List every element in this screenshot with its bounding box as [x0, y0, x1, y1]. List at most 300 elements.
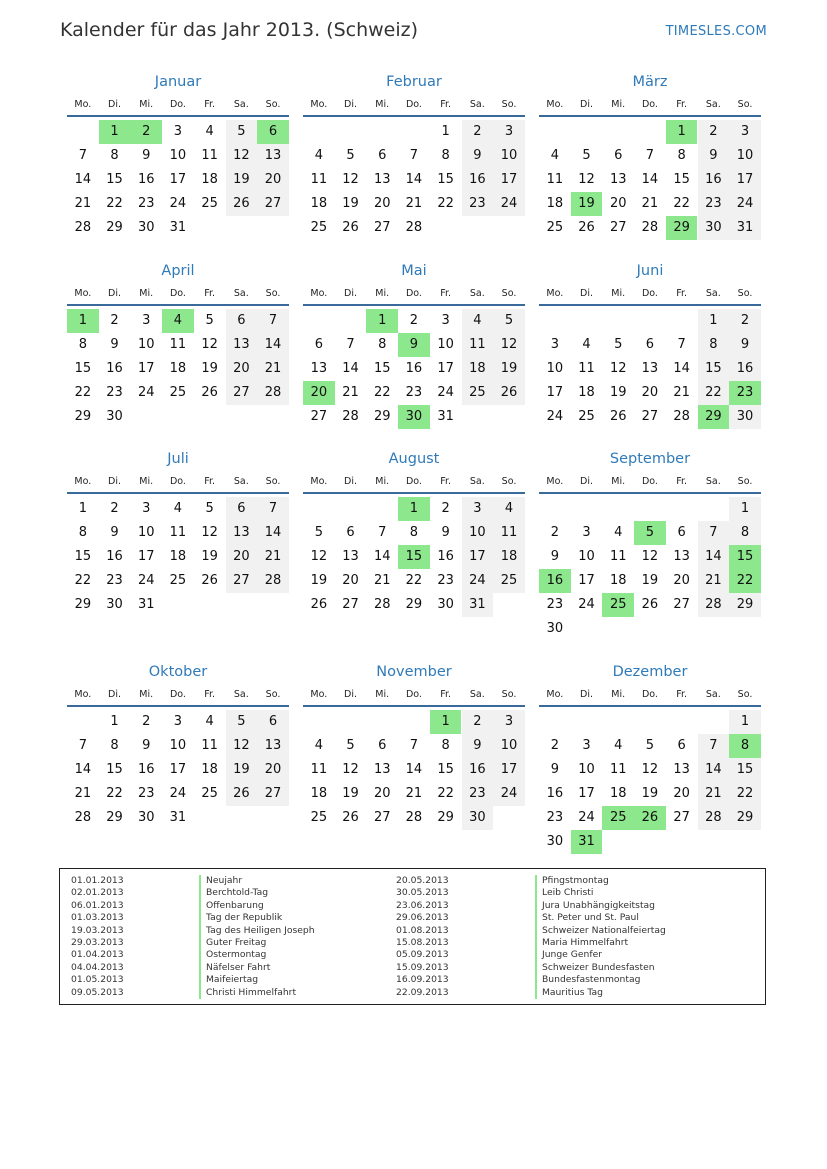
- weekday-label: Fr.: [440, 476, 452, 487]
- holiday-day-cell: 1: [67, 309, 99, 333]
- day-cell: 14: [74, 172, 92, 187]
- day-cell: 11: [310, 762, 328, 777]
- day-cell: 4: [462, 309, 494, 333]
- day-cell: 22: [698, 381, 730, 405]
- day-cell: 12: [310, 549, 328, 564]
- holiday-date: 01.03.2013: [71, 912, 124, 924]
- day-cell: 9: [110, 525, 119, 540]
- holiday-name: Neujahr: [199, 875, 315, 887]
- day-cell: 18: [493, 545, 525, 569]
- day-cell: 25: [546, 220, 564, 235]
- weekday-label: Di.: [344, 476, 358, 487]
- day-cell: 23: [462, 192, 494, 216]
- day-cell: 20: [673, 573, 690, 588]
- day-cell: 29: [729, 593, 761, 617]
- day-cell: 5: [582, 148, 591, 163]
- day-cell: 26: [342, 220, 359, 235]
- holiday-day-cell: 16: [539, 569, 571, 593]
- weekday-label: Do.: [641, 288, 658, 299]
- day-cell: 30: [729, 405, 761, 429]
- weekday-label: Sa.: [705, 99, 721, 110]
- day-cell: 2: [110, 313, 119, 328]
- day-cell: 17: [493, 168, 525, 192]
- day-cell: 29: [405, 597, 423, 612]
- month-name: Dezember: [612, 664, 688, 680]
- day-cell: 17: [493, 758, 525, 782]
- day-cell: 1: [78, 501, 87, 516]
- holiday-name: Leib Christi: [535, 887, 666, 899]
- day-cell: 23: [437, 573, 454, 588]
- month-name: Juli: [167, 451, 189, 467]
- day-cell: 13: [342, 549, 359, 564]
- day-cell: 26: [609, 409, 627, 424]
- day-cell: 31: [437, 409, 454, 424]
- day-cell: 14: [405, 762, 423, 777]
- weekday-label: Di.: [344, 288, 358, 299]
- day-cell: 16: [462, 758, 494, 782]
- day-cell: 10: [137, 525, 155, 540]
- day-cell: 6: [346, 525, 355, 540]
- holiday-day-cell: 1: [99, 120, 131, 144]
- holiday-name: Junge Genfer: [535, 949, 666, 961]
- holiday-day-cell: 8: [729, 734, 761, 758]
- day-cell: 9: [462, 734, 494, 758]
- weekday-label: So.: [501, 476, 517, 487]
- day-cell: 28: [257, 381, 289, 405]
- weekday-divider: [539, 115, 761, 117]
- weekday-label: So.: [265, 476, 281, 487]
- day-cell: 20: [226, 357, 258, 381]
- day-cell: 7: [409, 148, 419, 163]
- day-cell: 3: [462, 497, 494, 521]
- day-cell: 18: [310, 196, 328, 211]
- brand-logo[interactable]: TIMESLES.COM: [665, 24, 767, 39]
- weekday-label: Sa.: [469, 689, 485, 700]
- holiday-day-cell: 1: [398, 497, 430, 521]
- day-cell: 7: [677, 337, 686, 352]
- day-cell: 10: [578, 762, 595, 777]
- weekday-label: Do.: [169, 689, 186, 700]
- day-cell: 8: [110, 738, 119, 753]
- day-cell: 27: [310, 409, 328, 424]
- day-cell: 27: [373, 810, 391, 825]
- holiday-name: Jura Unabhängigkeitstag: [535, 900, 666, 912]
- day-cell: 26: [310, 597, 328, 612]
- day-cell: 13: [641, 361, 659, 376]
- day-cell: 21: [673, 385, 690, 400]
- day-cell: 4: [614, 738, 623, 753]
- day-cell: 12: [226, 144, 258, 168]
- holiday-day-cell: 25: [602, 593, 634, 617]
- weekday-label: Di.: [108, 689, 122, 700]
- day-cell: 12: [578, 172, 595, 187]
- day-cell: 25: [201, 786, 218, 801]
- weekday-label: Fr.: [440, 689, 452, 700]
- day-cell: 7: [378, 525, 387, 540]
- day-cell: 16: [137, 172, 155, 187]
- day-cell: 27: [673, 810, 690, 825]
- day-cell: 29: [74, 597, 92, 612]
- day-cell: 7: [78, 738, 87, 753]
- day-cell: 2: [441, 501, 450, 516]
- day-cell: 1: [441, 124, 450, 139]
- day-cell: 12: [201, 525, 218, 540]
- day-cell: 20: [342, 573, 359, 588]
- weekday-label: Do.: [405, 99, 422, 110]
- day-cell: 29: [74, 409, 92, 424]
- holiday-date: 01.08.2013: [396, 924, 449, 936]
- holiday-names-col-1: [199, 875, 315, 999]
- day-cell: 16: [729, 357, 761, 381]
- day-cell: 6: [314, 337, 323, 352]
- day-cell: 27: [257, 192, 289, 216]
- day-cell: 18: [546, 196, 564, 211]
- day-cell: 27: [226, 569, 258, 593]
- day-cell: 22: [106, 786, 123, 801]
- day-cell: 26: [578, 220, 595, 235]
- day-cell: 13: [673, 549, 690, 564]
- weekday-label: Sa.: [233, 288, 249, 299]
- month-name: Oktober: [148, 664, 208, 680]
- weekday-divider: [67, 115, 289, 117]
- weekday-divider: [303, 304, 525, 306]
- day-cell: 26: [226, 192, 258, 216]
- day-cell: 17: [437, 361, 454, 376]
- holiday-name: Näfelser Fahrt: [199, 962, 315, 974]
- day-cell: 29: [106, 220, 123, 235]
- weekday-label: Mo.: [74, 99, 92, 110]
- holiday-name: Maifeiertag: [199, 974, 315, 986]
- holiday-day-cell: 26: [634, 806, 666, 830]
- day-cell: 2: [110, 501, 119, 516]
- day-cell: 28: [641, 220, 659, 235]
- weekday-label: So.: [501, 99, 517, 110]
- day-cell: 6: [378, 738, 387, 753]
- weekday-label: Do.: [641, 476, 658, 487]
- day-cell: 10: [578, 549, 595, 564]
- day-cell: 9: [550, 549, 559, 564]
- day-cell: 5: [226, 710, 258, 734]
- holiday-date: 01.01.2013: [71, 875, 124, 886]
- weekday-divider: [539, 492, 761, 494]
- weekday-label: Fr.: [204, 689, 216, 700]
- weekday-label: Di.: [108, 99, 122, 110]
- weekday-label: Sa.: [233, 689, 249, 700]
- day-cell: 31: [169, 810, 187, 825]
- day-cell: 6: [614, 148, 623, 163]
- day-cell: 30: [546, 621, 564, 636]
- day-cell: 18: [310, 786, 328, 801]
- day-cell: 19: [493, 357, 525, 381]
- weekday-label: Fr.: [204, 476, 216, 487]
- day-cell: 28: [698, 806, 730, 830]
- day-cell: 19: [201, 549, 218, 564]
- day-cell: 21: [74, 786, 92, 801]
- day-cell: 8: [729, 521, 761, 545]
- day-cell: 22: [373, 385, 391, 400]
- holiday-date: 06.01.2013: [71, 899, 124, 911]
- weekday-label: Mi.: [375, 288, 390, 299]
- day-cell: 12: [641, 549, 659, 564]
- day-cell: 8: [698, 333, 730, 357]
- day-cell: 8: [78, 525, 87, 540]
- day-cell: 7: [409, 738, 419, 753]
- weekday-label: Sa.: [233, 99, 249, 110]
- day-cell: 16: [106, 549, 123, 564]
- day-cell: 20: [226, 545, 258, 569]
- day-cell: 6: [645, 337, 655, 352]
- day-cell: 3: [173, 124, 183, 139]
- weekday-label: So.: [265, 288, 281, 299]
- day-cell: 12: [342, 762, 359, 777]
- day-cell: 28: [405, 810, 423, 825]
- day-cell: 8: [78, 337, 87, 352]
- day-cell: 12: [201, 337, 218, 352]
- holiday-day-cell: 29: [666, 216, 698, 240]
- day-cell: 19: [641, 573, 659, 588]
- page-title: Kalender für das Jahr 2013. (Schweiz): [60, 19, 419, 41]
- weekday-label: So.: [265, 99, 281, 110]
- day-cell: 11: [201, 738, 218, 753]
- day-cell: 22: [437, 196, 454, 211]
- day-cell: 16: [462, 168, 494, 192]
- day-cell: 25: [169, 573, 187, 588]
- weekday-label: Sa.: [469, 99, 485, 110]
- holiday-day-cell: 31: [571, 830, 603, 854]
- day-cell: 11: [169, 525, 187, 540]
- weekday-label: Mi.: [375, 476, 390, 487]
- day-cell: 2: [462, 120, 494, 144]
- weekday-label: Fr.: [676, 99, 688, 110]
- holiday-date: 29.03.2013: [71, 936, 124, 948]
- day-cell: 3: [173, 714, 183, 729]
- day-cell: 12: [641, 762, 659, 777]
- holiday-date: 05.09.2013: [396, 949, 449, 961]
- month-name: September: [609, 451, 691, 467]
- day-cell: 13: [373, 172, 391, 187]
- day-cell: 15: [373, 361, 391, 376]
- day-cell: 15: [698, 357, 730, 381]
- day-cell: 30: [437, 597, 454, 612]
- day-cell: 2: [698, 120, 730, 144]
- holiday-name: Guter Freitag: [199, 937, 315, 949]
- day-cell: 30: [698, 216, 730, 240]
- holiday-date: 15.08.2013: [396, 936, 449, 948]
- weekday-label: Mo.: [310, 689, 328, 700]
- holiday-name: St. Peter und St. Paul: [535, 912, 666, 924]
- day-cell: 18: [609, 786, 627, 801]
- day-cell: 10: [169, 738, 187, 753]
- day-cell: 31: [729, 216, 761, 240]
- day-cell: 24: [546, 409, 564, 424]
- holiday-day-cell: 25: [602, 806, 634, 830]
- day-cell: 2: [462, 710, 494, 734]
- day-cell: 16: [546, 786, 564, 801]
- weekday-divider: [303, 492, 525, 494]
- day-cell: 20: [609, 196, 627, 211]
- weekday-label: Do.: [405, 689, 422, 700]
- day-cell: 24: [137, 573, 155, 588]
- day-cell: 17: [462, 545, 494, 569]
- holiday-day-cell: 5: [634, 521, 666, 545]
- day-cell: 21: [373, 573, 391, 588]
- holiday-day-cell: 15: [398, 545, 430, 569]
- day-cell: 5: [205, 501, 214, 516]
- day-cell: 29: [437, 810, 454, 825]
- day-cell: 3: [142, 313, 151, 328]
- day-cell: 10: [493, 144, 525, 168]
- day-cell: 2: [729, 309, 761, 333]
- month-name: Juni: [636, 263, 664, 279]
- weekday-label: Do.: [405, 288, 422, 299]
- day-cell: 9: [110, 337, 119, 352]
- weekday-divider: [67, 492, 289, 494]
- day-cell: 22: [106, 196, 123, 211]
- holiday-name: Offenbarung: [199, 900, 315, 912]
- weekday-divider: [303, 115, 525, 117]
- day-cell: 18: [462, 357, 494, 381]
- holiday-list: [59, 868, 766, 1005]
- weekday-label: Fr.: [204, 288, 216, 299]
- day-cell: 27: [342, 597, 359, 612]
- day-cell: 9: [729, 333, 761, 357]
- day-cell: 28: [74, 220, 92, 235]
- day-cell: 16: [437, 549, 454, 564]
- day-cell: 18: [169, 361, 187, 376]
- day-cell: 21: [641, 196, 659, 211]
- day-cell: 31: [462, 593, 494, 617]
- day-cell: 24: [137, 385, 155, 400]
- day-cell: 17: [729, 168, 761, 192]
- day-cell: 4: [493, 497, 525, 521]
- weekday-label: Mo.: [546, 689, 564, 700]
- holiday-day-cell: 22: [729, 569, 761, 593]
- day-cell: 19: [201, 361, 218, 376]
- day-cell: 18: [169, 549, 187, 564]
- day-cell: 19: [641, 786, 659, 801]
- day-cell: 11: [609, 762, 627, 777]
- holiday-names-col-2: [535, 875, 666, 999]
- weekday-label: Mo.: [74, 689, 92, 700]
- weekday-label: Do.: [169, 288, 186, 299]
- day-cell: 24: [169, 196, 187, 211]
- weekday-label: Mi.: [139, 99, 154, 110]
- day-cell: 19: [226, 758, 258, 782]
- day-cell: 6: [226, 497, 258, 521]
- day-cell: 7: [78, 148, 87, 163]
- month-name: April: [161, 263, 195, 279]
- day-cell: 21: [257, 357, 289, 381]
- day-cell: 6: [226, 309, 258, 333]
- weekday-label: Do.: [641, 99, 658, 110]
- day-cell: 20: [373, 786, 391, 801]
- day-cell: 7: [698, 734, 730, 758]
- day-cell: 10: [729, 144, 761, 168]
- day-cell: 26: [201, 573, 218, 588]
- weekday-divider: [67, 705, 289, 707]
- weekday-label: Di.: [108, 476, 122, 487]
- day-cell: 15: [729, 758, 761, 782]
- day-cell: 21: [257, 545, 289, 569]
- day-cell: 4: [550, 148, 559, 163]
- day-cell: 30: [106, 409, 123, 424]
- holiday-date: 01.05.2013: [71, 974, 124, 986]
- weekday-divider: [303, 705, 525, 707]
- day-cell: 20: [257, 758, 289, 782]
- holiday-day-cell: 2: [130, 120, 162, 144]
- holiday-date: 04.04.2013: [71, 961, 124, 973]
- day-cell: 25: [578, 409, 595, 424]
- day-cell: 24: [493, 192, 525, 216]
- day-cell: 24: [437, 385, 454, 400]
- day-cell: 12: [226, 734, 258, 758]
- day-cell: 21: [405, 786, 423, 801]
- day-cell: 10: [137, 337, 155, 352]
- day-cell: 19: [226, 168, 258, 192]
- day-cell: 9: [698, 144, 730, 168]
- day-cell: 4: [173, 501, 183, 516]
- day-cell: 17: [137, 361, 155, 376]
- day-cell: 5: [314, 525, 323, 540]
- day-cell: 1: [110, 714, 119, 729]
- holiday-day-cell: 1: [666, 120, 698, 144]
- holiday-date: 30.05.2013: [396, 887, 449, 899]
- day-cell: 23: [698, 192, 730, 216]
- holiday-name: Schweizer Nationalfeiertag: [535, 925, 666, 937]
- day-cell: 12: [609, 361, 627, 376]
- holiday-day-cell: 6: [257, 120, 289, 144]
- day-cell: 22: [437, 786, 454, 801]
- day-cell: 16: [405, 361, 423, 376]
- holiday-name: Tag der Republik: [199, 912, 315, 924]
- holiday-name: Pfingstmontag: [535, 875, 666, 887]
- day-cell: 19: [342, 196, 359, 211]
- day-cell: 13: [257, 144, 289, 168]
- weekday-divider: [539, 304, 761, 306]
- day-cell: 3: [493, 710, 525, 734]
- day-cell: 14: [698, 758, 730, 782]
- weekday-label: Fr.: [440, 288, 452, 299]
- day-cell: 17: [169, 172, 187, 187]
- weekday-label: So.: [737, 99, 753, 110]
- holiday-day-cell: 4: [162, 309, 194, 333]
- day-cell: 13: [226, 333, 258, 357]
- day-cell: 27: [257, 782, 289, 806]
- day-cell: 21: [342, 385, 359, 400]
- weekday-label: Mo.: [310, 99, 328, 110]
- month-name: Februar: [386, 74, 442, 90]
- holiday-name: Maria Himmelfahrt: [535, 937, 666, 949]
- day-cell: 9: [550, 762, 559, 777]
- day-cell: 11: [201, 148, 218, 163]
- day-cell: 11: [493, 521, 525, 545]
- weekday-label: Mi.: [139, 476, 154, 487]
- holiday-name: Tag des Heiligen Joseph: [199, 925, 315, 937]
- day-cell: 8: [409, 525, 419, 540]
- day-cell: 3: [493, 120, 525, 144]
- weekday-label: Di.: [580, 476, 594, 487]
- day-cell: 24: [578, 597, 595, 612]
- day-cell: 23: [405, 385, 423, 400]
- day-cell: 9: [462, 144, 494, 168]
- holiday-name: Bundesfastenmontag: [535, 974, 666, 986]
- day-cell: 4: [614, 525, 623, 540]
- day-cell: 28: [405, 220, 423, 235]
- day-cell: 18: [201, 762, 218, 777]
- day-cell: 8: [677, 148, 686, 163]
- holiday-dates-col-2: [396, 875, 449, 999]
- day-cell: 14: [373, 549, 391, 564]
